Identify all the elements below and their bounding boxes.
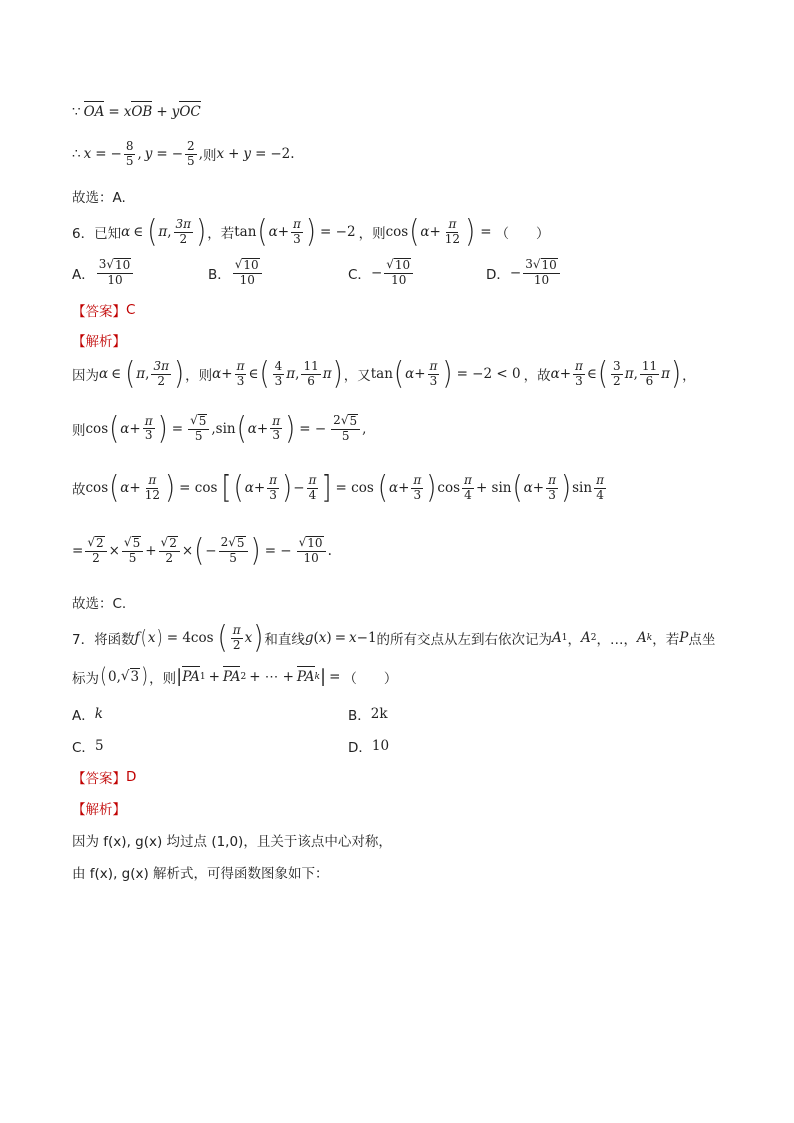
solution-7-line-2: 由 f(x), g(x) 解析式，可得函数图象如下： bbox=[72, 866, 329, 882]
question-7-stem-1: 7．将函数 f ( x ) = 4cos ( $\frac{\pi}{2}$ x ) 和直线 g ( x ) = x −1 的所有交点从左到右依次记为 A 1 ， A 2 ，…， A k ，若 P 点坐 bbox=[72, 620, 716, 657]
answer-7: 【答案】 D bbox=[72, 769, 137, 787]
q7-option-c: C． 5 bbox=[72, 738, 104, 756]
question-7-options-row-2 bbox=[72, 736, 389, 756]
solution-6-line-1: 因为 α ∈ ( π , $\frac{3\pi}{2}$ ) ， 则 α + $\frac{\pi}{3}$ ∈ ( $\frac{4}{3}$ π , $\frac{11}{6}$ π ) ， 又 tan ( α + $\frac{\pi}{3}$ ) = −2 < 0 ， 故 α + $\frac{\pi}{3}$ ∈ ( $\frac{3}{2}$ π , $\frac{11}{6}$ π ) ， bbox=[72, 356, 696, 393]
option-d: D． − 3 √ 10 10 bbox=[486, 258, 562, 288]
solution-6-line-3: 故 cos ( α + $\frac{\pi}{12}$ ) = cos [ ( α + $\frac{\pi}{3}$ ) − $\frac{\pi}{4}$ ] = cos ( α + $\frac{\pi}{3}$ ) cos $\frac{\pi}{4}$ + sin ( α + $\frac{\pi}{3}$ ) sin $\frac{\pi}{4}$ bbox=[72, 470, 604, 507]
solve-xy-line: ∴ x = − $\frac{8}{5}$ , y = − $\frac{2}{5}$ , 则 x + y = −2. bbox=[72, 139, 295, 168]
question-6-options bbox=[72, 258, 562, 288]
solution-7-line-1: 因为 f(x), g(x) 均过点 (1,0)，且关于该点中心对称， bbox=[72, 834, 392, 850]
question-7-options-row-1 bbox=[72, 704, 388, 724]
option-c: C． − √ 10 10 bbox=[348, 258, 486, 288]
q7-option-b: B． 2k bbox=[348, 706, 388, 724]
question-6-stem: 6．已知 α ∈ ( π , $\frac{3\pi}{2}$ ) ， 若 tan ( α + $\frac{\pi}{3}$ ) = −2 ， 则 cos ( α + $\frac{\pi}{12}$ ) = （ ） bbox=[72, 214, 550, 251]
option-b: B． √ 10 10 bbox=[208, 258, 348, 288]
question-7-stem-2: 标为 ( 0, √ 3 ) ，则 | PA 1 + PA 2 + ⋯ + PA k | = （ ） bbox=[72, 663, 398, 689]
solution-6-line-4: = √ 2 2 × √ 5 5 + √ 2 2 × ( − 2 √ 5 5 ) = − √ 10 10 . bbox=[72, 532, 332, 569]
analysis-6-tag: 【解析】 bbox=[72, 334, 126, 350]
q7-option-d: D． 10 bbox=[348, 738, 390, 756]
solution-6-line-2: 则 cos ( α + $\frac{\pi}{3}$ ) = √ 5 5 ,sin ( α + $\frac{\pi}{3}$ ) = − 2 √ 5 5 , bbox=[72, 410, 367, 447]
analysis-7-tag: 【解析】 bbox=[72, 802, 126, 818]
choose-c-line: 故选：C. bbox=[72, 596, 127, 612]
choose-a-line: 故选：A. bbox=[72, 190, 126, 206]
answer-6: 【答案】 C bbox=[72, 302, 136, 320]
q7-option-a: A． k bbox=[72, 706, 103, 724]
vector-relation-line: ∵ OA = x OB + y OC bbox=[72, 104, 201, 120]
option-a: A． 3 √ 10 10 bbox=[72, 258, 208, 288]
